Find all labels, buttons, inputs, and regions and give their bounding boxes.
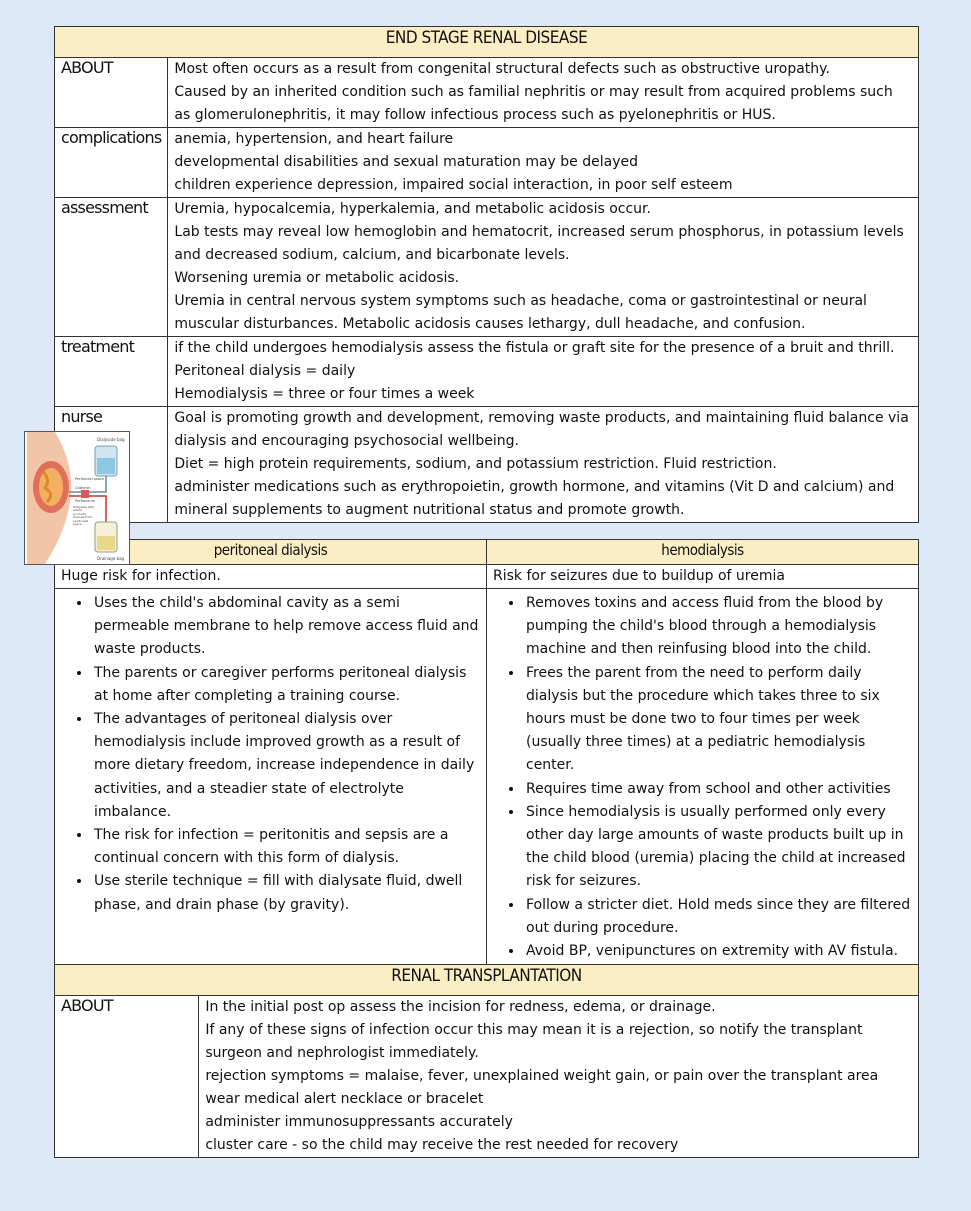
esrd-row-assessment (55, 198, 919, 337)
row-label: ABOUT (55, 996, 199, 1158)
row-content (168, 58, 919, 128)
row-label: complications (55, 128, 168, 198)
label-drainage-bag: Drainage bag (97, 556, 125, 561)
row-line: Worsening uremia or metabolic acidosis. (174, 270, 460, 286)
row-content (168, 128, 919, 198)
peritoneal-bullets (55, 589, 487, 988)
row-label: assessment (55, 198, 168, 337)
hemodialysis-title: hemodialysis (487, 540, 919, 565)
dialysis-table (54, 539, 919, 988)
row-line: children experience depression, impaired social interaction, in poor self esteem (174, 177, 733, 193)
row-line: anemia, hypertension, and heart failure (174, 131, 454, 147)
label-catheter: Catheter (75, 486, 91, 490)
row-label: ABOUT (55, 58, 168, 128)
label-waste-wrapper (73, 506, 95, 532)
label-dialysate-bag: Dialysate bag (97, 437, 125, 442)
label-peritoneal-space: Peritoneal space (75, 477, 104, 481)
hemodialysis-bullets (487, 589, 919, 988)
transplant-title: RENAL TRANSPLANTATION (55, 965, 919, 996)
list-item: • Use sterile technique = fill with dialysate fluid, dwell phase, and drain phase (by gravity). (92, 870, 479, 916)
list-item: • The parents or caregiver performs peritoneal dialysis at home after completing a training course. (92, 662, 479, 708)
list-item: • Frees the parent from the need to perform daily dialysis but the procedure which takes three to six hours must be done two to four times per week (usually three times) at a pediatric hemodialysis center. (524, 662, 911, 778)
row-line: Uremia, hypocalcemia, hyperkalemia, and metabolic acidosis occur. (174, 201, 651, 217)
row-line: cluster care - so the child may receive the rest needed for recovery (205, 1137, 679, 1153)
row-content (168, 407, 919, 523)
row-line: Hemodialysis = three or four times a week (174, 386, 475, 402)
row-line: developmental disabilities and sexual maturation may be delayed (174, 154, 638, 170)
row-line: wear medical alert necklace or bracelet (205, 1091, 484, 1107)
row-line: Peritoneal dialysis = daily (174, 363, 356, 379)
list-item: • Since hemodialysis is usually performed only every other day large amounts of waste products built up in the child blood (uremia) placing the child at increased risk for seizures. (524, 801, 911, 894)
label-peritoneum: Peritoneum (75, 499, 96, 503)
row-line: In the initial post op assess the incision for redness, edema, or drainage. (205, 999, 716, 1015)
row-line: Caused by an inherited condition such as familial nephritis or may result from acquired problems such as glomerulonephritis, it may follow infectious process such as pyelonephritis or HUS. (174, 84, 893, 123)
row-line: rejection symptoms = malaise, fever, unexplained weight gain, or pain over the transplant area (205, 1068, 879, 1084)
esrd-row-nurse (55, 407, 919, 523)
list-item: • The risk for infection = peritonitis and sepsis are a continual concern with this form of dialysis. (92, 824, 479, 870)
peritoneal-title: peritoneal dialysis (55, 540, 487, 565)
esrd-table (54, 26, 919, 523)
row-line: Goal is promoting growth and development, removing waste products, and maintaining fluid balance via dialysis and encouraging psychosocial wellbeing. (174, 410, 909, 449)
esrd-row-about (55, 58, 919, 128)
list-item: • Uses the child's abdominal cavity as a semi permeable membrane to help remove access fluid and waste products. (92, 592, 479, 662)
list-item: • Removes toxins and access fluid from the blood by pumping the child's blood through a hemodialysis machine and then reinfusing blood into the child. (524, 592, 911, 662)
row-label: nurse (55, 407, 168, 523)
row-content (168, 198, 919, 337)
clamp-shape (81, 490, 89, 498)
list-item: • Requires time away from school and other activities (524, 778, 911, 801)
row-line: If any of these signs of infection occur this may mean it is a rejection, so notify the transplant surgeon and nephrologist immediately. (205, 1022, 863, 1061)
row-line: administer medications such as erythropoietin, growth hormone, and vitamins (Vit D and calcium) and mineral supplements to augment nutritional status and promote growth. (174, 479, 895, 518)
peritoneal-risk: Huge risk for infection. (55, 565, 487, 589)
list-item: • Avoid BP, venipunctures on extremity with AV fistula. (524, 940, 911, 963)
list-item: • The advantages of peritoneal dialysis over hemodialysis include improved growth as a result of more dietary freedom, increase independence in daily activities, and a steadier state of electrolyte imbalance. (92, 708, 479, 824)
row-line: Diet = high protein requirements, sodium, and potassium restriction. Fluid restriction. (174, 456, 777, 472)
esrd-row-treatment (55, 337, 919, 407)
row-label: treatment (55, 337, 168, 407)
drained-fluid (97, 536, 115, 550)
esrd-title: END STAGE RENAL DISEASE (55, 27, 919, 58)
row-content (168, 337, 919, 407)
row-line: Lab tests may reveal low hemoglobin and hematocrit, increased serum phosphorus, in potassium levels and decreased sodium, calcium, and bicarbonate levels. (174, 224, 904, 263)
esrd-row-complications (55, 128, 919, 198)
label-waste: Dialysate with waste products drained from peritoneal space (73, 506, 95, 527)
diagram-illustration (25, 432, 129, 564)
row-line: administer immunosuppressants accurately (205, 1114, 513, 1130)
hemodialysis-risk: Risk for seizures due to buildup of uremia (487, 565, 919, 589)
row-content (199, 996, 919, 1158)
list-item: • Follow a stricter diet. Hold meds since they are filtered out during procedure. (524, 894, 911, 940)
row-line: Uremia in central nervous system symptoms such as headache, coma or gastrointestinal or neural muscular disturbances. Metabolic acidosis causes lethargy, dull headache, and confusion. (174, 293, 867, 332)
transplant-table (54, 964, 919, 1158)
row-line: Most often occurs as a result from congenital structural defects such as obstructive uropathy. (174, 61, 830, 77)
dialysate-fluid (97, 458, 115, 474)
row-line: if the child undergoes hemodialysis assess the fistula or graft site for the presence of a bruit and thrill. (174, 340, 895, 356)
transplant-row-about (55, 996, 919, 1158)
peritoneal-dialysis-diagram (24, 431, 130, 565)
